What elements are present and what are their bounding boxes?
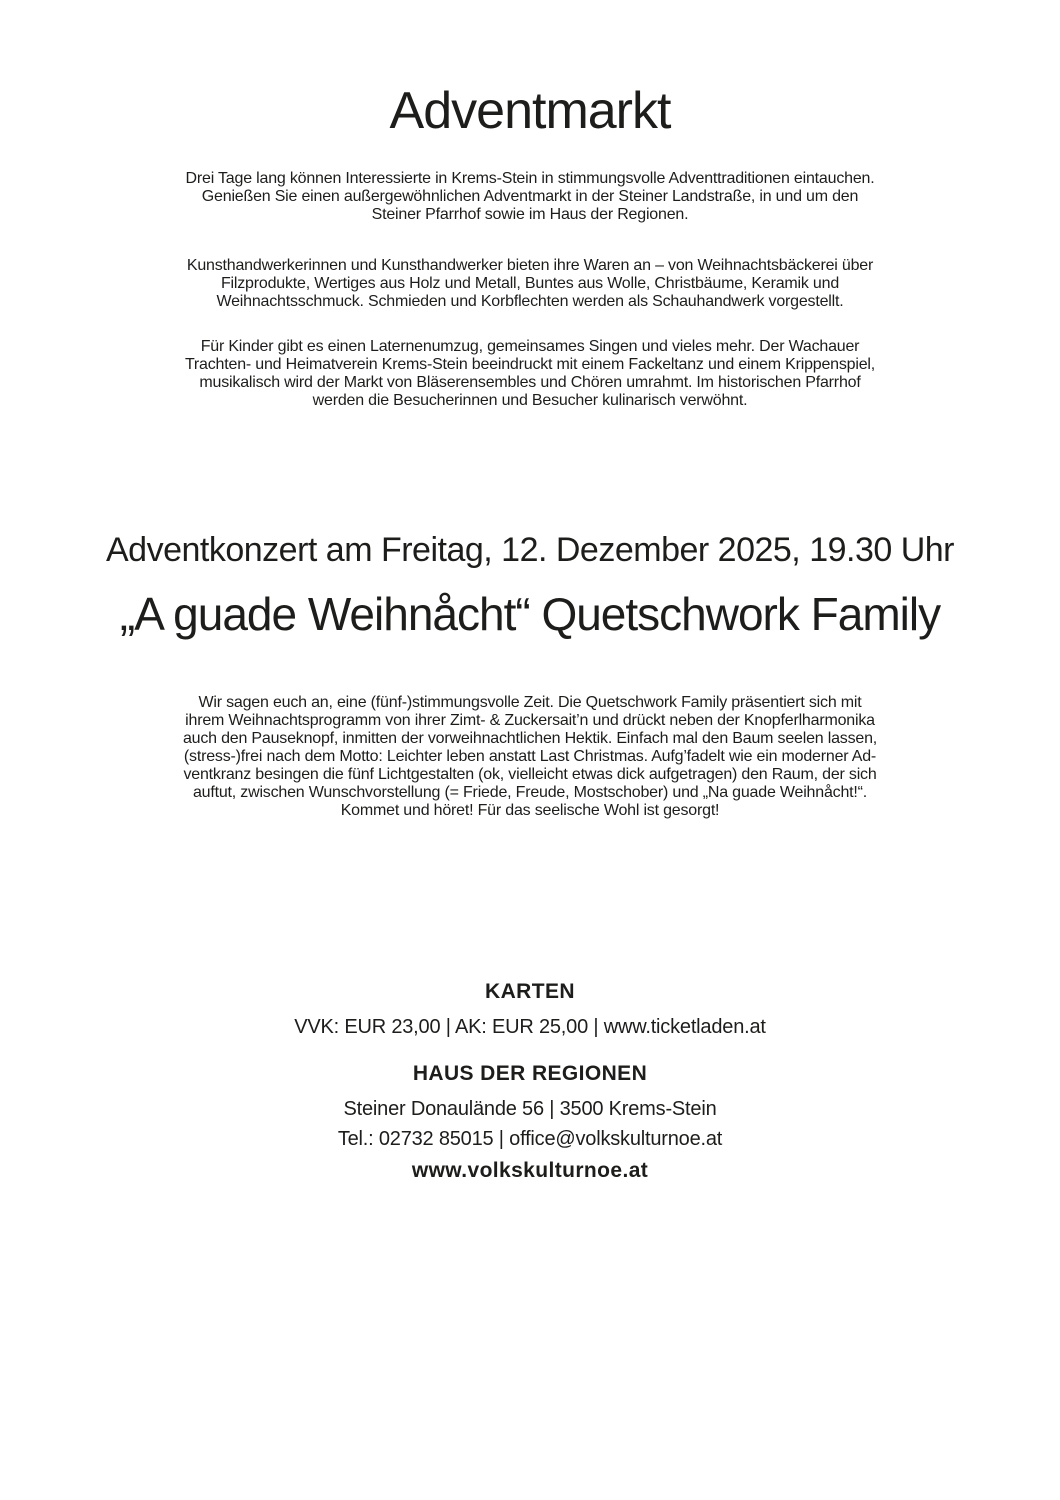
concert-description-line: auch den Pauseknopf, inmitten der vorweihnachtlichen Hektik. Einfach mal den Baum seelen lassen, [182,730,878,747]
program-line: musikalisch wird der Markt von Bläserensembles und Chören umrahmt. Im historischen Pfarrhof [199,374,861,391]
program-line: werden die Besucherinnen und Besucher kulinarisch verwöhnt. [312,392,748,409]
concert-description-line: auftut, zwischen Wunschvorstellung (= Friede, Freude, Mostschober) und „Na guade Weihnåcht!“. [192,784,868,801]
crafts-line: Kunsthandwerkerinnen und Kunsthandwerker bieten ihre Waren an – von Weihnachtsbäckerei über [186,257,874,274]
concert-date-heading: Adventkonzert am Freitag, 12. Dezember 2025, 19.30 Uhr [105,531,955,569]
concert-description-line: ventkranz besingen die fünf Lichtgestalten (ok, vielleicht etwas dick aufgetragen) den Raum, der sich [183,766,877,783]
program-line: Für Kinder gibt es einen Laternenumzug, gemeinsames Singen und vieles mehr. Der Wachauer [200,338,860,355]
crafts-line: Filzprodukte, Wertiges aus Holz und Metall, Buntes aus Wolle, Christbäume, Keramik und [220,275,840,292]
program-line: Trachten- und Heimatverein Krems-Stein beeindruckt mit einem Fackeltanz und einem Krippenspiel, [184,356,876,373]
venue-contact: Tel.: 02732 85015 | office@volkskulturnoe.at [337,1128,723,1150]
crafts-line: Weihnachtsschmuck. Schmieden und Korbflechten werden als Schauhandwerk vorgestellt. [216,293,844,310]
tickets-heading: KARTEN [485,980,575,1003]
intro-line: Genießen Sie einen außergewöhnlichen Adventmarkt in der Steiner Landstraße, in und um den [201,188,859,205]
venue-address: Steiner Donaulände 56 | 3500 Krems-Stein [343,1098,717,1120]
page-title: Adventmarkt [389,82,671,140]
concert-description-line: (stress-)frei nach dem Motto: Leichter leben anstatt Last Christmas. Aufg’fadelt wie ein moderner Ad- [183,748,877,765]
tickets-prices: VVK: EUR 23,00 | AK: EUR 25,00 | www.ticketladen.at [294,1016,766,1038]
concert-description-line: ihrem Weihnachtsprogramm von ihrer Zimt- & Zuckersait’n und drückt neben der Knopferlharmonika [185,712,875,729]
concert-title-heading: „A guade Weihnåcht“ Quetschwork Family [119,588,941,640]
venue-website: www.volkskulturnoe.at [411,1159,649,1182]
intro-line: Steiner Pfarrhof sowie im Haus der Regionen. [371,206,689,223]
concert-description-line: Kommet und höret! Für das seelische Wohl ist gesorgt! [340,802,720,819]
concert-description-line: Wir sagen euch an, eine (fünf-)stimmungsvolle Zeit. Die Quetschwork Family präsentiert sich mit [198,694,862,711]
intro-line: Drei Tage lang können Interessierte in Krems-Stein in stimmungsvolle Adventtraditionen eintauchen. [185,170,875,187]
venue-heading: HAUS DER REGIONEN [412,1062,648,1085]
